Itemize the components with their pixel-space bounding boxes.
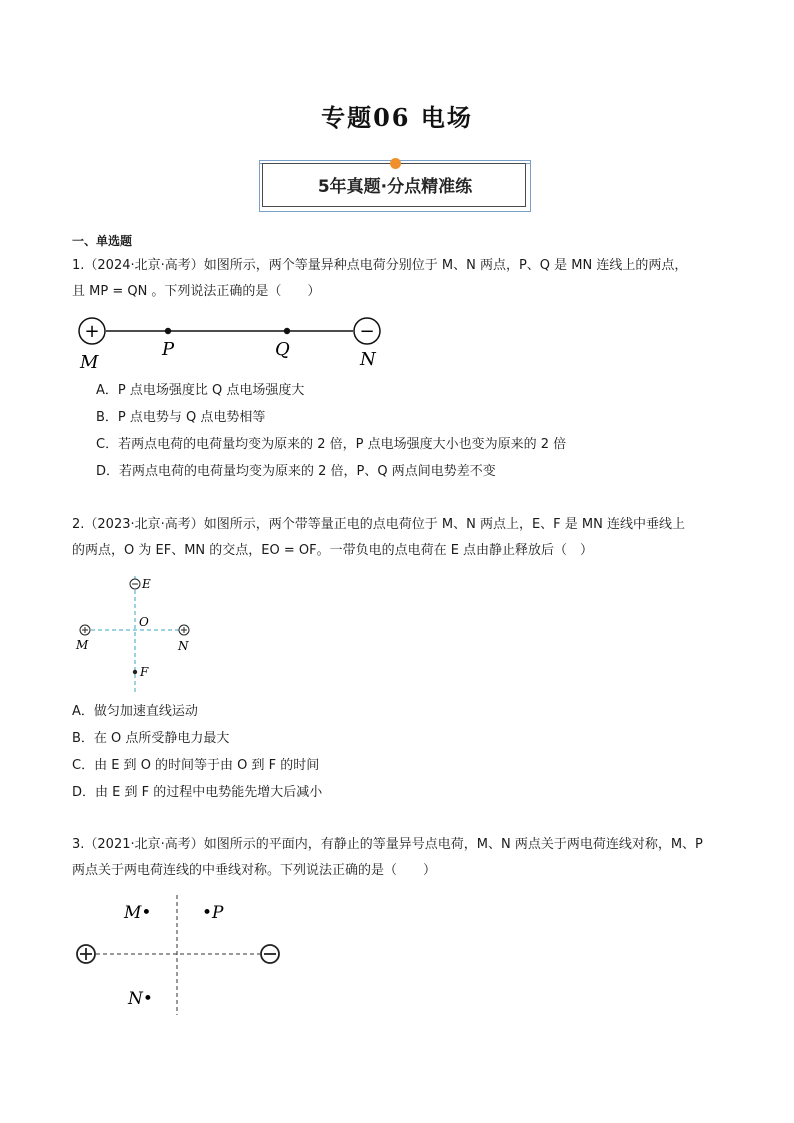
- question-1-option-b[interactable]: B．P 点电势与 Q 点电势相等: [96, 410, 266, 425]
- label-m3: M•: [124, 903, 152, 923]
- question-2-options: [72, 703, 322, 802]
- label-o: O: [139, 615, 149, 629]
- label-m2: M: [76, 638, 89, 652]
- section-heading: 一、单选题: [72, 234, 133, 248]
- question-1-option-d[interactable]: D．若两点电荷的电荷量均变为原来的 2 倍，P、Q 两点间电势差不变: [96, 464, 496, 479]
- point-q-dot: [284, 328, 290, 334]
- question-2-option-c[interactable]: C．由 E 到 O 的时间等于由 O 到 F 的时间: [72, 758, 320, 773]
- label-m: M: [80, 352, 99, 372]
- question-2-stem-line2: 的两点，O 为 EF、MN 的交点，EO = OF。一带负电的点电荷在 E 点由静止释放后（ ）: [72, 543, 594, 558]
- question-1-stem: [72, 253, 732, 305]
- question-2-stem-line1: 2.（2023·北京·高考）如图所示，两个带等量正电的点电荷位于 M、N 两点上，E、F 是 MN 连线中垂线上: [72, 517, 685, 532]
- banner-text: 5年真题·分点精准练: [317, 177, 473, 197]
- question-3-stem-line2: 两点关于两电荷连线的中垂线对称。下列说法正确的是（ ）: [72, 863, 437, 878]
- question-2-option-b[interactable]: B．在 O 点所受静电力最大: [72, 731, 230, 746]
- point-f-dot: [133, 670, 137, 674]
- question-1-option-c[interactable]: C．若两点电荷的电荷量均变为原来的 2 倍，P 点电场强度大小也变为原来的 2 倍: [96, 437, 567, 452]
- label-q: Q: [275, 339, 290, 360]
- question-2-stem: [72, 512, 732, 564]
- label-f: F: [140, 665, 149, 679]
- question-3-stem-line1: 3.（2021·北京·高考）如图所示的平面内，有静止的等量异号点电荷，M、N 两点关于两电荷连线对称，M、P: [72, 837, 703, 852]
- question-3-figure: [72, 893, 292, 1018]
- question-1-stem-line2: 且 MP = QN 。下列说法正确的是（ ）: [72, 284, 321, 299]
- label-e: E: [142, 577, 151, 591]
- question-1-figure: [72, 312, 392, 372]
- question-1-options: [96, 382, 566, 481]
- minus-sign: −: [359, 321, 375, 342]
- question-2-figure: [72, 570, 212, 695]
- point-p-dot: [165, 328, 171, 334]
- question-2-option-a[interactable]: A．做匀加速直线运动: [72, 704, 198, 719]
- page-title: 专题06 电场: [321, 103, 473, 132]
- label-n2: N: [178, 639, 189, 653]
- question-2-option-d[interactable]: D．由 E 到 F 的过程中电势能先增大后减小: [72, 785, 323, 800]
- question-1-stem-line1: 1.（2024·北京·高考）如图所示，两个等量异种点电荷分别位于 M、N 两点，P、Q 是 MN 连线上的两点，: [72, 258, 688, 273]
- plus-sign: +: [84, 321, 100, 342]
- label-p: P: [162, 339, 175, 360]
- question-3-stem: [72, 832, 732, 884]
- label-n3: N•: [128, 989, 153, 1009]
- question-1-option-a[interactable]: A．P 点电场强度比 Q 点电场强度大: [96, 383, 305, 398]
- orange-dot-icon: [390, 158, 401, 169]
- label-n: N: [360, 349, 376, 370]
- banner: [259, 160, 531, 212]
- label-p3: •P: [202, 903, 224, 923]
